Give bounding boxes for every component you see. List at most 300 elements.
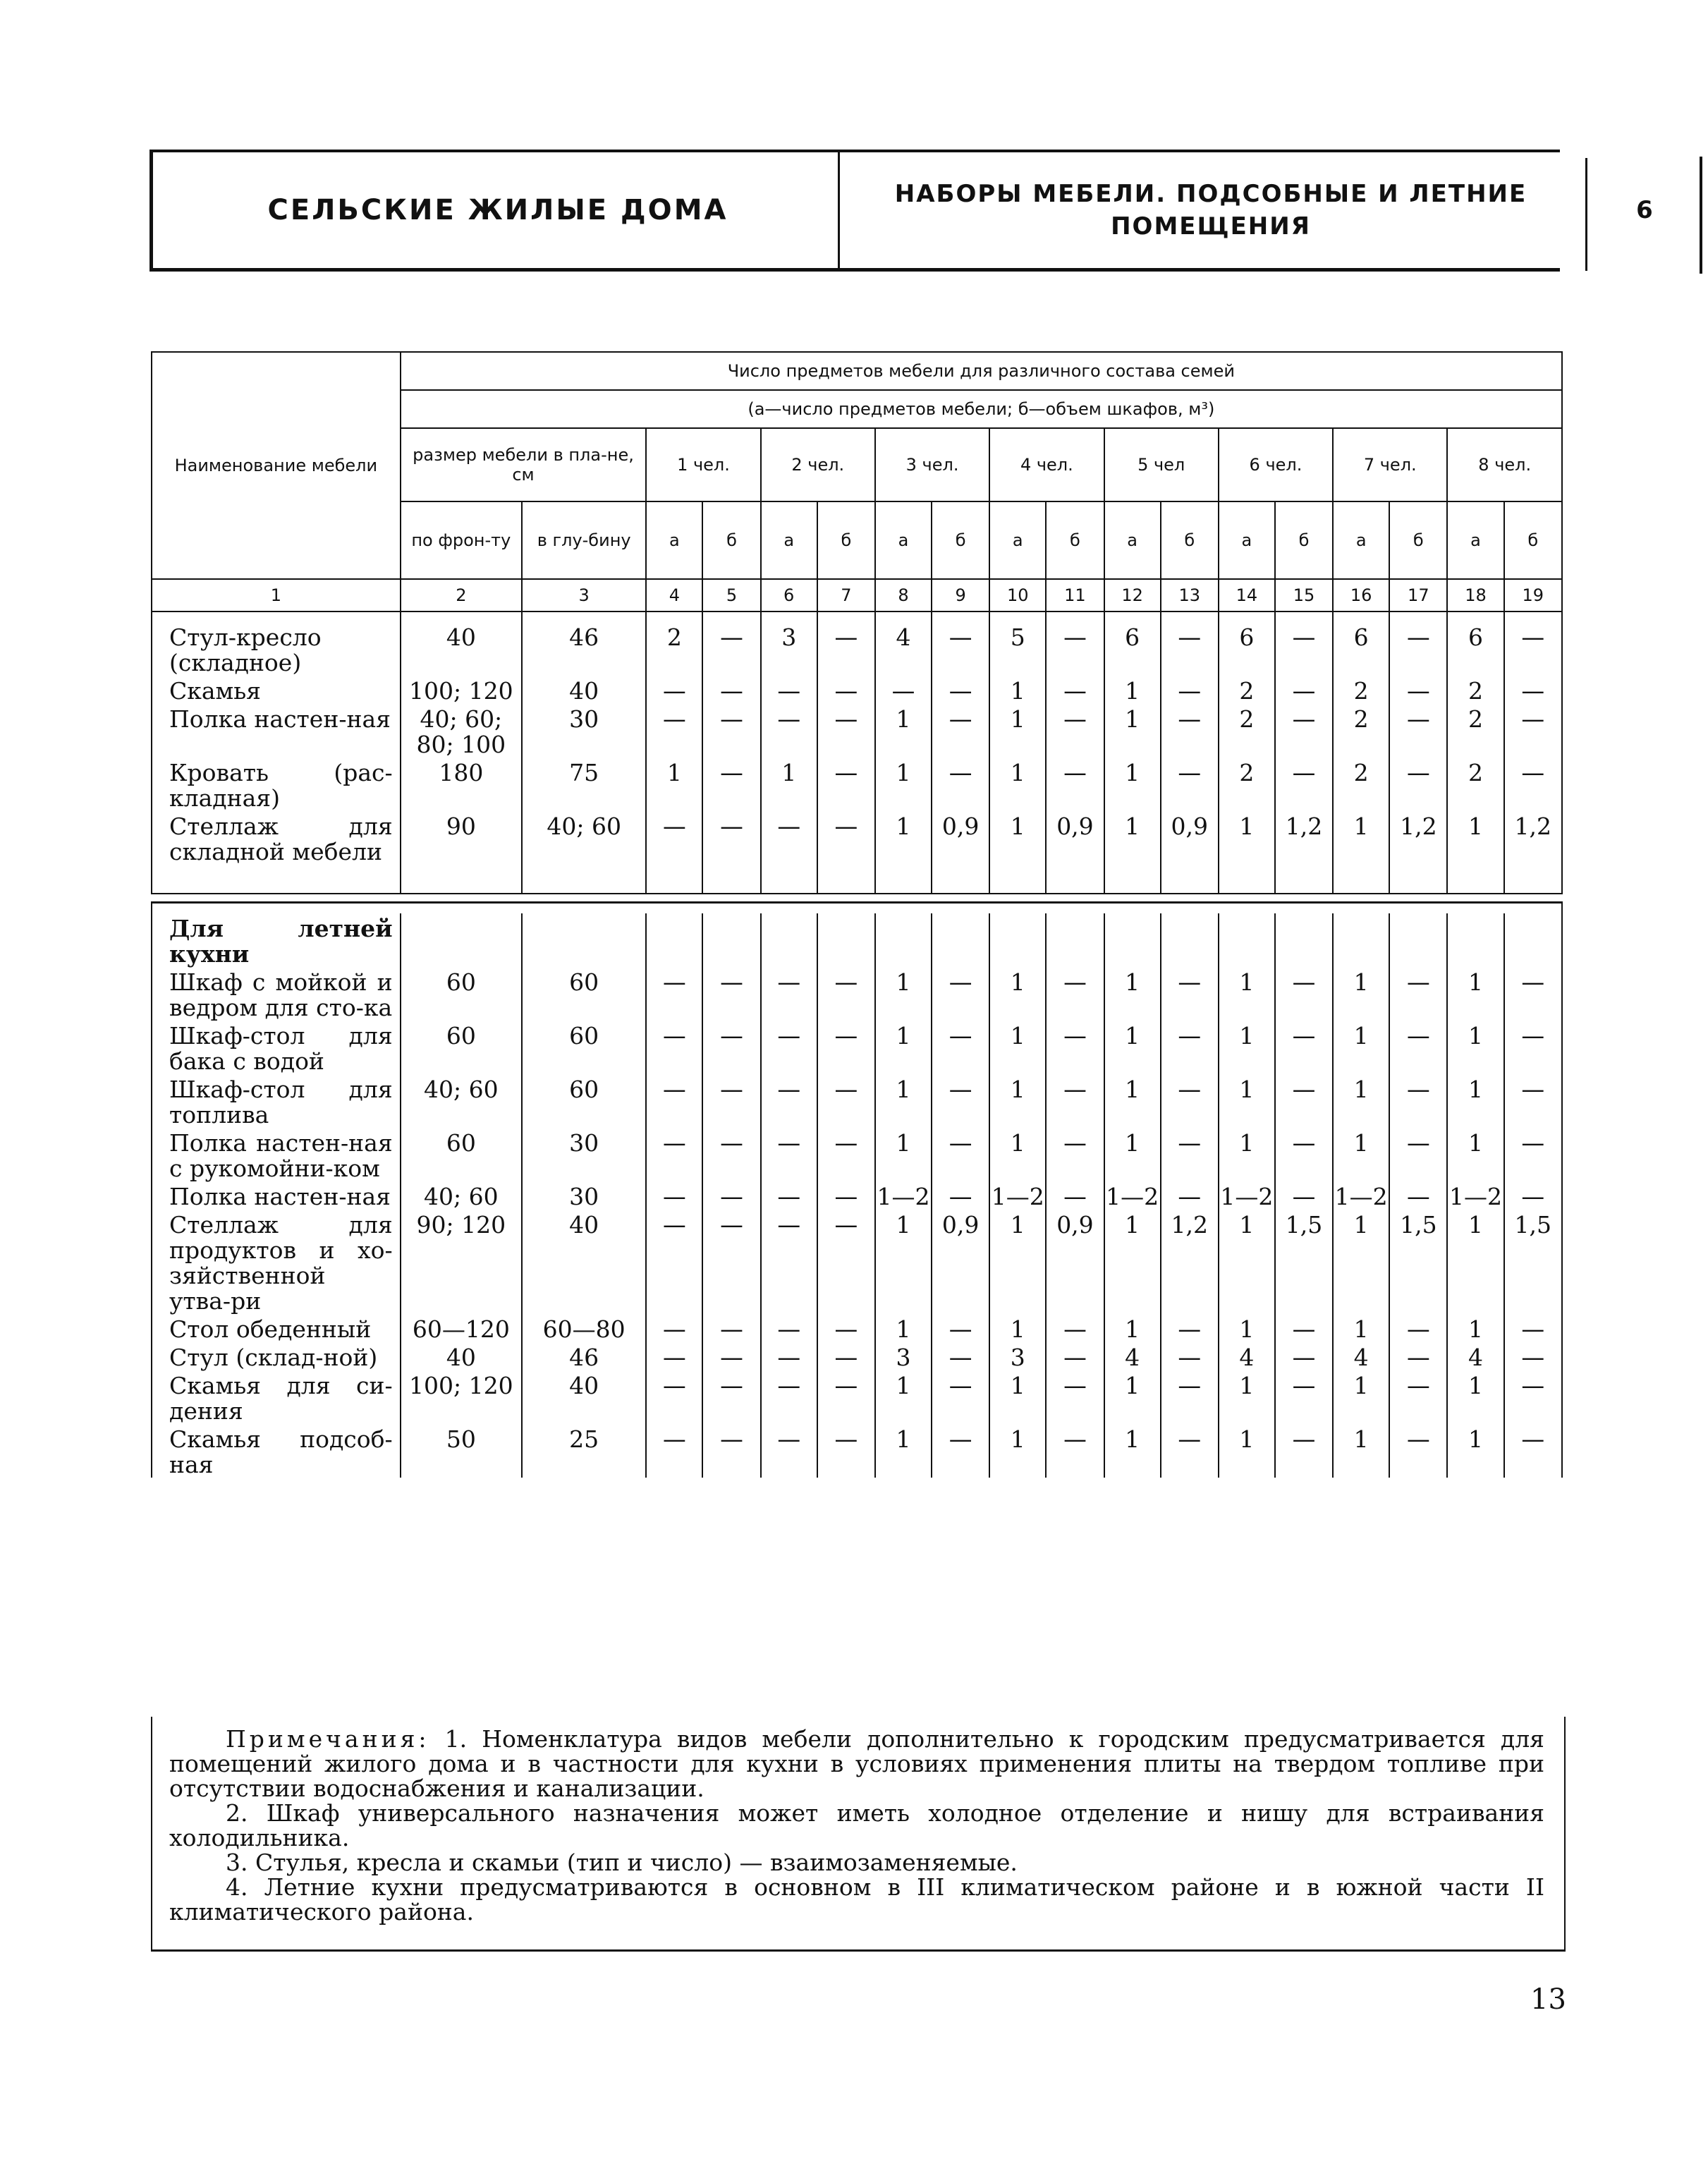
cell bbox=[1104, 913, 1161, 967]
count-cell: — bbox=[1161, 704, 1219, 758]
count-cell: 1 bbox=[1104, 1021, 1161, 1074]
count-cell: 1 bbox=[989, 1074, 1046, 1128]
cell bbox=[989, 612, 1046, 622]
count-cell: 1 bbox=[1104, 967, 1161, 1021]
header-name: Наименование мебели bbox=[152, 352, 401, 579]
count-cell: 3 bbox=[761, 622, 817, 676]
table-row bbox=[152, 758, 1562, 811]
table-row bbox=[152, 1181, 1562, 1210]
count-cell: — bbox=[817, 1021, 875, 1074]
count-cell: 1 bbox=[1219, 1128, 1275, 1181]
count-cell: — bbox=[1275, 704, 1333, 758]
size-depth: 75 bbox=[522, 758, 646, 811]
cell bbox=[1504, 913, 1562, 967]
count-cell: 2 bbox=[1447, 758, 1503, 811]
count-cell: — bbox=[1046, 1424, 1104, 1478]
count-cell: 1 bbox=[1447, 1128, 1503, 1181]
count-cell: — bbox=[932, 1314, 989, 1342]
count-cell: — bbox=[817, 1074, 875, 1128]
header-sheet-title-line1: НАБОРЫ МЕБЕЛИ. ПОДСОБНЫЕ И ЛЕТНИЕ bbox=[894, 180, 1527, 208]
column-number: 19 bbox=[1504, 579, 1562, 612]
count-cell: — bbox=[761, 1370, 817, 1424]
furniture-table-wrapper bbox=[151, 351, 1563, 1478]
count-cell: 1 bbox=[875, 967, 932, 1021]
column-number: 6 bbox=[761, 579, 817, 612]
count-cell: 2 bbox=[1333, 758, 1389, 811]
column-number: 16 bbox=[1333, 579, 1389, 612]
count-cell: 1 bbox=[1219, 1314, 1275, 1342]
count-cell: — bbox=[1275, 1424, 1333, 1478]
header-a: а bbox=[646, 501, 702, 579]
count-cell: — bbox=[932, 758, 989, 811]
table-section-folding bbox=[152, 612, 1562, 894]
count-cell: — bbox=[1389, 1128, 1447, 1181]
size-depth: 46 bbox=[522, 1342, 646, 1370]
count-cell: 1 bbox=[1333, 1424, 1389, 1478]
count-cell: — bbox=[761, 1021, 817, 1074]
count-cell: — bbox=[817, 1210, 875, 1314]
count-cell: — bbox=[1275, 967, 1333, 1021]
header-a: а bbox=[761, 501, 817, 579]
count-cell: 1 bbox=[1333, 1210, 1389, 1314]
cell bbox=[646, 612, 702, 622]
table-row bbox=[152, 1210, 1562, 1314]
count-cell: 0,9 bbox=[932, 1210, 989, 1314]
header-b: б bbox=[1504, 501, 1562, 579]
count-cell: — bbox=[1161, 676, 1219, 704]
count-cell: 1 bbox=[989, 704, 1046, 758]
count-cell: — bbox=[932, 1074, 989, 1128]
count-cell: 1,5 bbox=[1275, 1210, 1333, 1314]
header-b: б bbox=[1275, 501, 1333, 579]
size-front: 40; 60; 80; 100 bbox=[401, 704, 522, 758]
count-cell: 6 bbox=[1219, 622, 1275, 676]
count-cell: 1 bbox=[1219, 1424, 1275, 1478]
count-cell: — bbox=[1389, 1424, 1447, 1478]
header-sheet-title bbox=[841, 150, 1581, 271]
count-cell: — bbox=[1046, 967, 1104, 1021]
column-number: 15 bbox=[1275, 579, 1333, 612]
cell bbox=[1447, 913, 1503, 967]
count-cell: — bbox=[1275, 758, 1333, 811]
cell bbox=[1504, 865, 1562, 894]
count-cell: — bbox=[646, 1370, 702, 1424]
count-cell: — bbox=[1504, 758, 1562, 811]
count-cell: 1 bbox=[1104, 1210, 1161, 1314]
cell bbox=[875, 612, 932, 622]
count-cell: — bbox=[1275, 1314, 1333, 1342]
count-cell: — bbox=[1389, 1370, 1447, 1424]
note-3: 3. Стулья, кресла и скамьи (тип и число) — взаимозаменяемые. bbox=[226, 1849, 1018, 1876]
size-depth: 40; 60 bbox=[522, 811, 646, 865]
cell bbox=[817, 865, 875, 894]
table-row bbox=[152, 622, 1562, 676]
count-cell: — bbox=[1275, 1021, 1333, 1074]
cell bbox=[1389, 865, 1447, 894]
cell bbox=[932, 865, 989, 894]
count-cell: — bbox=[1275, 622, 1333, 676]
cell bbox=[152, 865, 401, 894]
header-b: б bbox=[817, 501, 875, 579]
count-cell: — bbox=[1046, 1314, 1104, 1342]
size-front: 40; 60 bbox=[401, 1074, 522, 1128]
header-family-2: 2 чел. bbox=[761, 428, 875, 501]
cell bbox=[702, 913, 760, 967]
size-depth: 60—80 bbox=[522, 1314, 646, 1342]
header-a: а bbox=[875, 501, 932, 579]
count-cell: — bbox=[932, 1424, 989, 1478]
count-cell: — bbox=[932, 704, 989, 758]
count-cell: 1 bbox=[1333, 1370, 1389, 1424]
size-front: 90; 120 bbox=[401, 1210, 522, 1314]
cell bbox=[1333, 913, 1389, 967]
count-cell: 1 bbox=[989, 1128, 1046, 1181]
header-b: б bbox=[1389, 501, 1447, 579]
cell bbox=[761, 865, 817, 894]
cell bbox=[817, 913, 875, 967]
count-cell: 1 bbox=[1447, 967, 1503, 1021]
count-cell: 1 bbox=[989, 811, 1046, 865]
count-cell: — bbox=[932, 967, 989, 1021]
count-cell: 6 bbox=[1333, 622, 1389, 676]
column-number: 5 bbox=[702, 579, 760, 612]
header-subgroup: (а—число предметов мебели; б—объем шкафов, м³) bbox=[401, 390, 1562, 428]
count-cell: — bbox=[702, 1342, 760, 1370]
size-front: 40 bbox=[401, 1342, 522, 1370]
count-cell: 0,9 bbox=[1161, 811, 1219, 865]
table-row bbox=[152, 1128, 1562, 1181]
count-cell: — bbox=[1046, 1342, 1104, 1370]
table-section-summer-kitchen bbox=[152, 903, 1562, 1478]
header-a: а bbox=[1104, 501, 1161, 579]
count-cell: 1 bbox=[989, 967, 1046, 1021]
size-depth: 60 bbox=[522, 1074, 646, 1128]
count-cell: 1 bbox=[1447, 811, 1503, 865]
count-cell: — bbox=[932, 622, 989, 676]
count-cell: — bbox=[817, 1314, 875, 1342]
count-cell: — bbox=[702, 1021, 760, 1074]
cell bbox=[761, 612, 817, 622]
header-a: а bbox=[1219, 501, 1275, 579]
count-cell: — bbox=[761, 1424, 817, 1478]
count-cell: — bbox=[1046, 1181, 1104, 1210]
count-cell: — bbox=[702, 1128, 760, 1181]
count-cell: — bbox=[817, 622, 875, 676]
count-cell: — bbox=[1046, 1021, 1104, 1074]
column-number: 13 bbox=[1161, 579, 1219, 612]
count-cell: 1—2 bbox=[1104, 1181, 1161, 1210]
cell bbox=[817, 612, 875, 622]
cell bbox=[401, 612, 522, 622]
table-row bbox=[152, 1314, 1562, 1342]
count-cell: 2 bbox=[1447, 704, 1503, 758]
column-number: 11 bbox=[1046, 579, 1104, 612]
count-cell: — bbox=[1389, 1021, 1447, 1074]
cell bbox=[1104, 865, 1161, 894]
count-cell: — bbox=[1389, 622, 1447, 676]
header-group: Число предметов мебели для различного состава семей bbox=[401, 352, 1562, 390]
cell bbox=[932, 612, 989, 622]
count-cell: — bbox=[1504, 967, 1562, 1021]
count-cell: — bbox=[1504, 1074, 1562, 1128]
count-cell: — bbox=[761, 1181, 817, 1210]
count-cell: — bbox=[1161, 1342, 1219, 1370]
count-cell: — bbox=[1161, 1424, 1219, 1478]
header-section-title: СЕЛЬСКИЕ ЖИЛЫЕ ДОМА bbox=[267, 194, 728, 226]
count-cell: 2 bbox=[646, 622, 702, 676]
size-depth: 25 bbox=[522, 1424, 646, 1478]
header-sheet-title-line2: ПОМЕЩЕНИЯ bbox=[1111, 212, 1311, 241]
count-cell: 3 bbox=[989, 1342, 1046, 1370]
count-cell: — bbox=[817, 1181, 875, 1210]
count-cell: — bbox=[702, 811, 760, 865]
count-cell: 1 bbox=[1333, 1021, 1389, 1074]
cell bbox=[152, 612, 401, 622]
count-cell: 6 bbox=[1447, 622, 1503, 676]
cell bbox=[1333, 865, 1389, 894]
furniture-name: Шкаф с мойкой и ведром для сто-ка bbox=[152, 967, 401, 1021]
column-number: 8 bbox=[875, 579, 932, 612]
column-number: 4 bbox=[646, 579, 702, 612]
page-number: 13 bbox=[1530, 1983, 1566, 2016]
count-cell: — bbox=[932, 676, 989, 704]
count-cell: 1 bbox=[1219, 1210, 1275, 1314]
count-cell: 1 bbox=[1333, 1074, 1389, 1128]
count-cell: — bbox=[702, 1314, 760, 1342]
count-cell: — bbox=[1275, 1074, 1333, 1128]
size-front: 90 bbox=[401, 811, 522, 865]
count-cell: 1 bbox=[1219, 811, 1275, 865]
table-row bbox=[152, 704, 1562, 758]
count-cell: 0,9 bbox=[1046, 1210, 1104, 1314]
count-cell: 3 bbox=[875, 1342, 932, 1370]
count-cell: 1 bbox=[989, 758, 1046, 811]
count-cell: 1—2 bbox=[989, 1181, 1046, 1210]
count-cell: 5 bbox=[989, 622, 1046, 676]
count-cell: 2 bbox=[1219, 758, 1275, 811]
count-cell: — bbox=[1504, 1314, 1562, 1342]
cell bbox=[646, 865, 702, 894]
count-cell: — bbox=[761, 967, 817, 1021]
table-row bbox=[152, 1074, 1562, 1128]
table-row bbox=[152, 1021, 1562, 1074]
cell bbox=[932, 913, 989, 967]
count-cell: — bbox=[761, 1128, 817, 1181]
count-cell: — bbox=[1504, 704, 1562, 758]
size-front: 60 bbox=[401, 1128, 522, 1181]
count-cell: 0,9 bbox=[932, 811, 989, 865]
count-cell: — bbox=[1046, 1370, 1104, 1424]
count-cell: — bbox=[702, 758, 760, 811]
count-cell: 1 bbox=[1333, 811, 1389, 865]
count-cell: — bbox=[1161, 1074, 1219, 1128]
count-cell: 1,2 bbox=[1275, 811, 1333, 865]
count-cell: — bbox=[1275, 1128, 1333, 1181]
column-number: 18 bbox=[1447, 579, 1503, 612]
count-cell: — bbox=[702, 1424, 760, 1478]
cell bbox=[875, 865, 932, 894]
count-cell: 1 bbox=[1104, 1424, 1161, 1478]
count-cell: — bbox=[817, 676, 875, 704]
note-4: 4. Летние кухни предусматриваются в основном в III климатическом районе и в южной части II климатического района. bbox=[169, 1873, 1544, 1925]
notes-label: Примечания: bbox=[226, 1725, 430, 1753]
count-cell: 1 bbox=[989, 676, 1046, 704]
count-cell: 1 bbox=[989, 1021, 1046, 1074]
count-cell: 1 bbox=[1333, 967, 1389, 1021]
count-cell: — bbox=[817, 967, 875, 1021]
count-cell: — bbox=[1389, 1314, 1447, 1342]
header-a: а bbox=[989, 501, 1046, 579]
count-cell: — bbox=[1389, 1181, 1447, 1210]
cell bbox=[1447, 612, 1503, 622]
size-depth: 40 bbox=[522, 1210, 646, 1314]
size-front: 50 bbox=[401, 1424, 522, 1478]
count-cell: — bbox=[817, 1128, 875, 1181]
furniture-name: Полка настен-ная bbox=[152, 704, 401, 758]
cell bbox=[1219, 865, 1275, 894]
count-cell: 4 bbox=[1333, 1342, 1389, 1370]
count-cell: — bbox=[1504, 1424, 1562, 1478]
count-cell: — bbox=[702, 622, 760, 676]
cell bbox=[702, 612, 760, 622]
count-cell: — bbox=[1046, 758, 1104, 811]
count-cell: 4 bbox=[1447, 1342, 1503, 1370]
header-family-7: 7 чел. bbox=[1333, 428, 1447, 501]
size-depth: 60 bbox=[522, 1021, 646, 1074]
count-cell: — bbox=[1046, 704, 1104, 758]
size-depth: 30 bbox=[522, 704, 646, 758]
count-cell: — bbox=[646, 967, 702, 1021]
notes bbox=[169, 1727, 1544, 1924]
count-cell: — bbox=[1161, 758, 1219, 811]
furniture-name: Полка настен-ная с рукомойни-ком bbox=[152, 1128, 401, 1181]
count-cell: — bbox=[1504, 1021, 1562, 1074]
count-cell: — bbox=[1389, 1342, 1447, 1370]
count-cell: — bbox=[646, 1128, 702, 1181]
furniture-name: Стеллаж для складной мебели bbox=[152, 811, 401, 865]
count-cell: 1 bbox=[989, 1424, 1046, 1478]
cell bbox=[1275, 865, 1333, 894]
count-cell: 1 bbox=[1219, 967, 1275, 1021]
count-cell: 2 bbox=[1333, 676, 1389, 704]
cell bbox=[989, 913, 1046, 967]
count-cell: 1,2 bbox=[1389, 811, 1447, 865]
count-cell: 4 bbox=[875, 622, 932, 676]
cell bbox=[1275, 913, 1333, 967]
size-front: 100; 120 bbox=[401, 676, 522, 704]
cell bbox=[1504, 612, 1562, 622]
cell bbox=[1275, 612, 1333, 622]
cell bbox=[1046, 913, 1104, 967]
count-cell: — bbox=[1275, 1370, 1333, 1424]
count-cell: — bbox=[646, 1424, 702, 1478]
count-cell: — bbox=[1161, 1314, 1219, 1342]
cell bbox=[875, 913, 932, 967]
count-cell: — bbox=[817, 758, 875, 811]
count-cell: — bbox=[702, 1181, 760, 1210]
count-cell: 1 bbox=[1104, 1314, 1161, 1342]
count-cell: 1 bbox=[1104, 676, 1161, 704]
count-cell: 1,5 bbox=[1389, 1210, 1447, 1314]
column-number: 17 bbox=[1389, 579, 1447, 612]
table-row bbox=[152, 1342, 1562, 1370]
count-cell: — bbox=[702, 676, 760, 704]
column-number-row bbox=[152, 579, 1562, 612]
count-cell: 1,2 bbox=[1504, 811, 1562, 865]
count-cell: — bbox=[932, 1370, 989, 1424]
count-cell: 1 bbox=[875, 1210, 932, 1314]
count-cell: 1,5 bbox=[1504, 1210, 1562, 1314]
header-b: б bbox=[932, 501, 989, 579]
header-b: б bbox=[1161, 501, 1219, 579]
count-cell: 1 bbox=[875, 1370, 932, 1424]
count-cell: 1 bbox=[875, 1128, 932, 1181]
count-cell: 1 bbox=[875, 1074, 932, 1128]
count-cell: — bbox=[646, 1074, 702, 1128]
count-cell: 1 bbox=[875, 1021, 932, 1074]
size-front: 100; 120 bbox=[401, 1370, 522, 1424]
furniture-name: Шкаф-стол для бака с водой bbox=[152, 1021, 401, 1074]
count-cell: — bbox=[1504, 1370, 1562, 1424]
header-front: по фрон-ту bbox=[401, 501, 522, 579]
furniture-name: Стеллаж для продуктов и хо-зяйственной утва-ри bbox=[152, 1210, 401, 1314]
column-number: 2 bbox=[401, 579, 522, 612]
count-cell: — bbox=[761, 1074, 817, 1128]
cell bbox=[1389, 612, 1447, 622]
furniture-name: Шкаф-стол для топлива bbox=[152, 1074, 401, 1128]
count-cell: — bbox=[1504, 622, 1562, 676]
cell bbox=[1219, 913, 1275, 967]
page-header bbox=[150, 150, 1653, 271]
count-cell: — bbox=[761, 1314, 817, 1342]
header-family-5: 5 чел bbox=[1104, 428, 1219, 501]
count-cell: 1 bbox=[989, 1370, 1046, 1424]
note-1-text: 1. Номенклатура видов мебели дополнительно к городским предусматривается для помещений жилого дома и в частности для кухни в условиях применения плиты на твердом топливе при отсутствии водоснабжения и канализации. bbox=[169, 1725, 1544, 1802]
count-cell: — bbox=[1046, 622, 1104, 676]
count-cell: — bbox=[817, 1424, 875, 1478]
cell bbox=[1447, 865, 1503, 894]
count-cell: 0,9 bbox=[1046, 811, 1104, 865]
size-depth: 40 bbox=[522, 1370, 646, 1424]
header-a: а bbox=[1447, 501, 1503, 579]
spacer bbox=[152, 903, 1562, 914]
count-cell: — bbox=[817, 704, 875, 758]
section-divider bbox=[152, 894, 1562, 903]
header-size: размер мебели в пла-не, см bbox=[401, 428, 647, 501]
count-cell: 1—2 bbox=[875, 1181, 932, 1210]
count-cell: — bbox=[1504, 1128, 1562, 1181]
header-sheet-number: 6 bbox=[1636, 196, 1653, 224]
count-cell: — bbox=[646, 676, 702, 704]
size-front: 60 bbox=[401, 967, 522, 1021]
count-cell: — bbox=[1275, 1342, 1333, 1370]
count-cell: — bbox=[646, 704, 702, 758]
header-family-4: 4 чел. bbox=[989, 428, 1104, 501]
count-cell: — bbox=[932, 1342, 989, 1370]
count-cell: — bbox=[1161, 622, 1219, 676]
table-row bbox=[152, 676, 1562, 704]
count-cell: 1 bbox=[1104, 1074, 1161, 1128]
count-cell: 1 bbox=[1333, 1314, 1389, 1342]
cell bbox=[401, 865, 522, 894]
table-header bbox=[152, 352, 1562, 612]
count-cell: — bbox=[761, 1342, 817, 1370]
section-title: Для летней кухни bbox=[152, 913, 401, 967]
cell bbox=[1389, 913, 1447, 967]
cell bbox=[646, 913, 702, 967]
furniture-table bbox=[151, 351, 1563, 1478]
count-cell: 1 bbox=[989, 1314, 1046, 1342]
